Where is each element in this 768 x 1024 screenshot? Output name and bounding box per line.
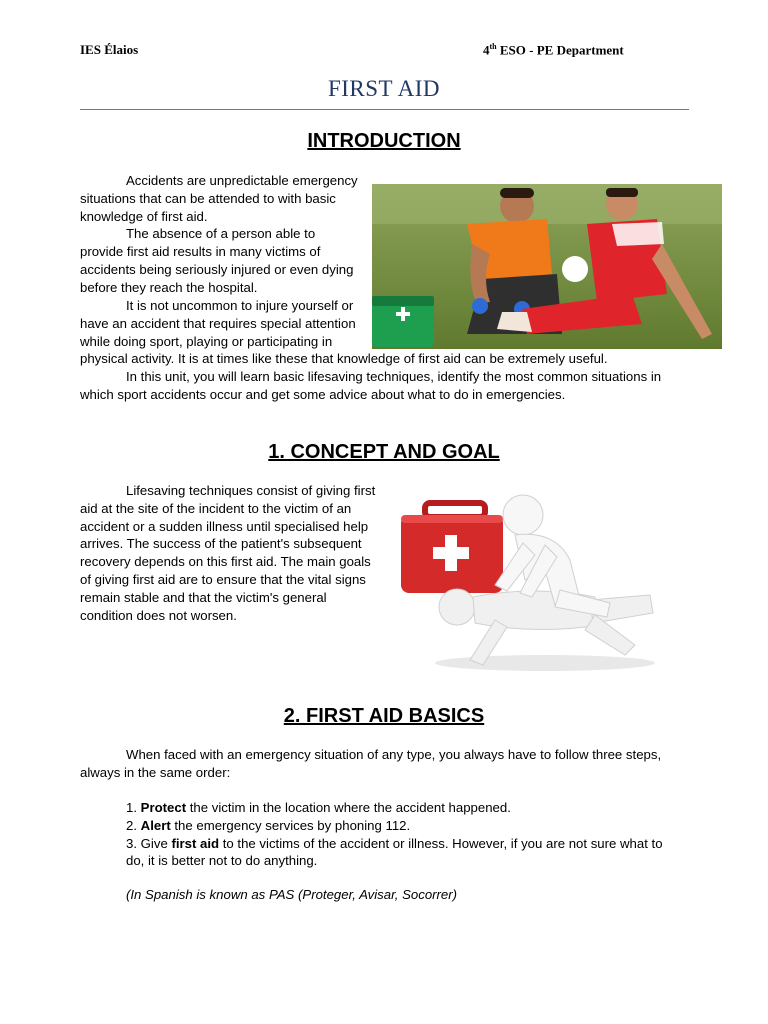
steps-list: [126, 799, 666, 870]
intro-paragraph-3: It is not uncommon to injure yourself or have an accident that requires special attention while doing sport, playing or participating in physical activity. It is at times like these that knowledge of first aid can be extremely useful.: [80, 298, 608, 367]
intro-paragraph-block-1: [80, 172, 360, 297]
step-2-number: 2.: [126, 817, 141, 833]
concept-paragraph-block: [80, 482, 380, 624]
basics-heading: 2. FIRST AID BASICS: [283, 705, 485, 727]
header-school: IES Élaios: [80, 42, 139, 57]
concept-heading: 1. CONCEPT AND GOAL: [268, 441, 500, 463]
title-divider: [80, 109, 689, 110]
step-1-keyword: Protect: [140, 800, 187, 815]
step-1: [126, 799, 666, 817]
header-department: [483, 42, 624, 58]
step-1-text: the victim in the location where the accident happened.: [186, 800, 511, 815]
intro-paragraph-block-2: [80, 297, 690, 404]
intro-paragraph-4: In this unit, you will learn basic lifesaving techniques, identify the most common situations in which sport accidents occur and get some advice about what to do in emergencies.: [80, 369, 662, 402]
step-3-text: to the victims of the accident or illness. However, if you are not sure what to do, it is better not to do anything.: [126, 835, 663, 869]
red-first-aid-case: [401, 503, 503, 593]
intro-heading: INTRODUCTION: [307, 130, 461, 152]
step-3-keyword: first aid: [171, 835, 220, 851]
photo-wrap-spacer: [365, 297, 690, 349]
cpr-illustration: [395, 485, 660, 680]
step-2: [126, 817, 666, 835]
document-title: FIRST AID: [327, 76, 441, 101]
pas-note: (In Spanish is known as PAS (Proteger, Avisar, Socorrer): [126, 887, 458, 902]
step-2-text: the emergency services by phoning 112.: [170, 817, 411, 833]
step-3: [126, 835, 666, 871]
header-course-suffix: th: [489, 42, 497, 51]
header-department-name: ESO - PE Department: [496, 42, 624, 58]
intro-paragraph-1: Accidents are unpredictable emergency situations that can be attended to with basic knowledge of first aid.: [80, 173, 358, 224]
concept-paragraph: Lifesaving techniques consist of giving first aid at the site of the incident to the victim of an accident or a sudden illness until specialised help arrives. The success of the patient's subsequent recovery depends on this first aid. The main goals of giving first aid are to ensure that the vital signs remain stable and that the victim's general condition does not worsen.: [80, 483, 376, 623]
step-3-number: 3. Give: [126, 835, 172, 851]
basics-intro-block: [80, 746, 690, 782]
step-2-keyword: Alert: [140, 817, 171, 833]
intro-paragraph-2: The absence of a person able to provide first aid results in many victims of accidents being seriously injured or even dying before they reach the hospital.: [80, 226, 354, 295]
basics-intro: When faced with an emergency situation of any type, you always have to follow three steps, always in the same order:: [80, 747, 662, 780]
header-course-number: 4: [483, 42, 490, 58]
step-1-number: 1.: [126, 800, 141, 815]
